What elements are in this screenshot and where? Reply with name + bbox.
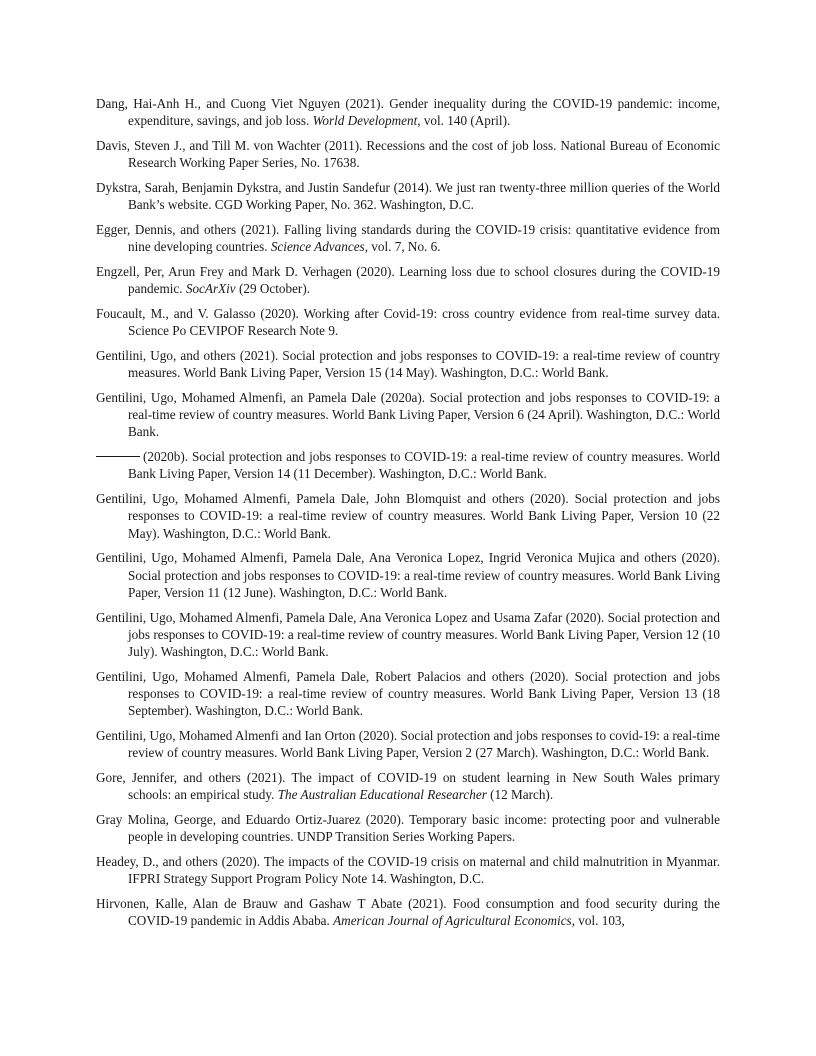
reference-entry: Davis, Steven J., and Till M. von Wachter (2011). Recessions and the cost of job loss. National Bureau of Economic Research Working Paper Series, No. 17638. xyxy=(96,138,720,171)
reference-entry: Dykstra, Sarah, Benjamin Dykstra, and Justin Sandefur (2014). We just ran twenty-three million queries of the World Bank’s website. CGD Working Paper, No. 362. Washington, D.C. xyxy=(96,180,720,213)
reference-entry: Dang, Hai-Anh H., and Cuong Viet Nguyen (2021). Gender inequality during the COVID-19 pandemic: income, expenditure, savings, and job loss. World Development, vol. 140 (April). xyxy=(96,96,720,129)
reference-entry: Egger, Dennis, and others (2021). Falling living standards during the COVID-19 crisis: quantitative evidence from nine developing countries. Science Advances, vol. 7, No. 6. xyxy=(96,222,720,255)
reference-entry: Gentilini, Ugo, Mohamed Almenfi, Pamela Dale, Ana Veronica Lopez and Usama Zafar (2020). Social protection and jobs responses to COVID-19: a real-time review of country measures. World Bank Living Paper, Version 12 (10 July). Washington, D.C.: World Bank. xyxy=(96,609,720,660)
reference-entry: Gentilini, Ugo, Mohamed Almenfi, an Pamela Dale (2020a). Social protection and jobs responses to COVID-19: a real-time review of country measures. World Bank Living Paper, Version 6 (24 April). Washington, D.C.: World Bank. xyxy=(96,390,720,440)
reference-entry: Hirvonen, Kalle, Alan de Brauw and Gashaw T Abate (2021). Food consumption and food security during the COVID-19 pandemic in Addis Ababa. American Journal of Agricultural Economics, vol. 103, xyxy=(96,896,720,929)
reference-entry: Gray Molina, George, and Eduardo Ortiz-Juarez (2020). Temporary basic income: protecting poor and vulnerable people in developing countries. UNDP Transition Series Working Papers. xyxy=(96,812,720,845)
reference-entry: Gentilini, Ugo, Mohamed Almenfi and Ian Orton (2020). Social protection and jobs responses to covid-19: a real-time review of country measures. World Bank Living Paper, Version 2 (27 March). Washington, D.C.: World Bank. xyxy=(96,728,720,761)
reference-entry: (2020b). Social protection and jobs responses to COVID-19: a real-time review of country measures. World Bank Living Paper, Version 14 (11 December). Washington, D.C.: World Bank. xyxy=(96,448,720,482)
reference-entry: Gore, Jennifer, and others (2021). The impact of COVID-19 on student learning in New South Wales primary schools: an empirical study. The Australian Educational Researcher (12 March). xyxy=(96,770,720,803)
reference-entry: Gentilini, Ugo, Mohamed Almenfi, Pamela Dale, Ana Veronica Lopez, Ingrid Veronica Mujica and others (2020). Social protection and jobs responses to COVID-19: a real-time review of country measures. World Bank Living Paper, Version 11 (12 June). Washington, D.C.: World Bank. xyxy=(96,550,720,600)
reference-entry: Gentilini, Ugo, Mohamed Almenfi, Pamela Dale, John Blomquist and others (2020). Social protection and jobs responses to COVID-19: a real-time review of country measures. World Bank Living Paper, Version 10 (22 May). Washington, D.C.: World Bank. xyxy=(96,491,720,541)
reference-entry: Gentilini, Ugo, Mohamed Almenfi, Pamela Dale, Robert Palacios and others (2020). Social protection and jobs responses to COVID-19: a real-time review of country measures. World Bank Living Paper, Version 13 (18 September). Washington, D.C.: World Bank. xyxy=(96,668,720,719)
reference-list xyxy=(96,95,720,937)
same-author-dash xyxy=(96,456,140,457)
reference-entry: Headey, D., and others (2020). The impacts of the COVID-19 crisis on maternal and child malnutrition in Myanmar. IFPRI Strategy Support Program Policy Note 14. Washington, D.C. xyxy=(96,854,720,887)
reference-entry: Engzell, Per, Arun Frey and Mark D. Verhagen (2020). Learning loss due to school closures during the COVID-19 pandemic. SocArXiv (29 October). xyxy=(96,264,720,297)
reference-entry: Foucault, M., and V. Galasso (2020). Working after Covid-19: cross country evidence from real-time survey data. Science Po CEVIPOF Research Note 9. xyxy=(96,306,720,339)
reference-entry: Gentilini, Ugo, and others (2021). Social protection and jobs responses to COVID-19: a real-time review of country measures. World Bank Living Paper, Version 15 (14 May). Washington, D.C.: World Bank. xyxy=(96,348,720,381)
